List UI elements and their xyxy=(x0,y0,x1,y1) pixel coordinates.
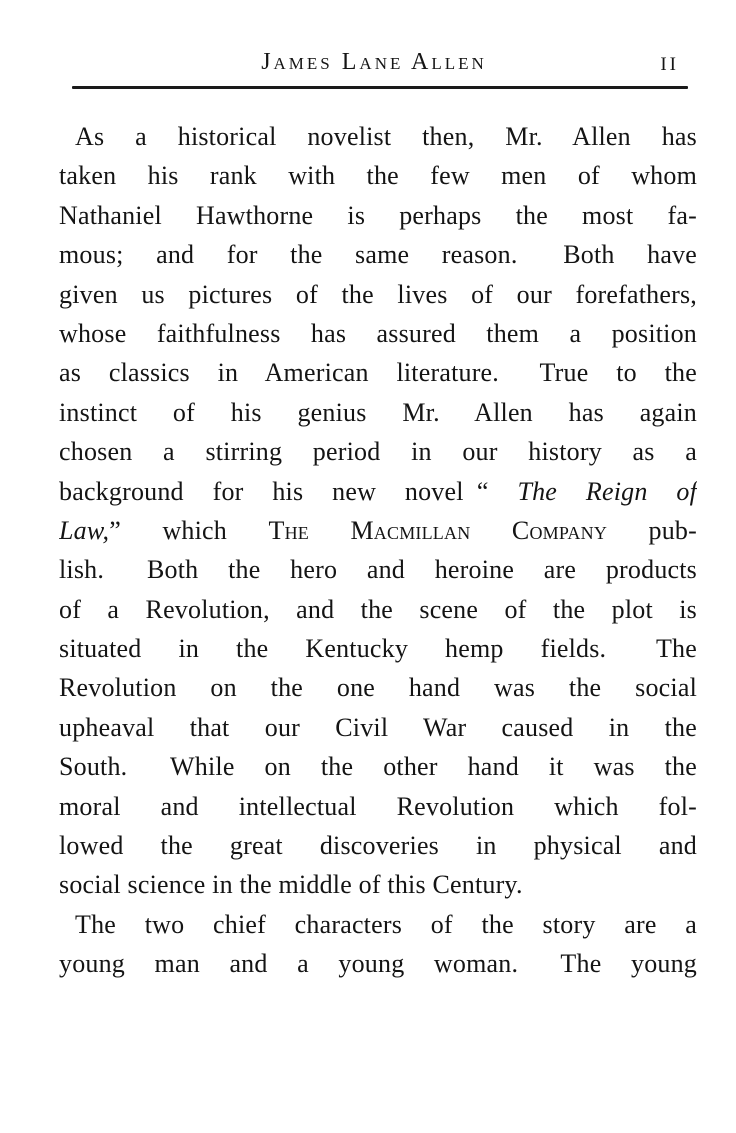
text-segment: as classics in American literature. True to the xyxy=(59,358,697,388)
text-segment: lish. Both the hero and heroine are products xyxy=(59,555,697,585)
header-rule xyxy=(72,86,688,89)
text-line xyxy=(59,708,697,747)
text-line xyxy=(59,668,697,707)
header-title: James Lane Allen xyxy=(261,49,487,75)
text-line xyxy=(59,235,697,274)
text-line xyxy=(59,747,697,786)
running-header xyxy=(0,0,736,110)
text-line xyxy=(59,550,697,589)
text-segment: Revolution on the one hand was the social xyxy=(59,673,697,703)
text-line xyxy=(59,117,697,156)
text-segment: chosen a stirring period in our history as a xyxy=(59,437,697,467)
text-line xyxy=(59,629,697,668)
text-line xyxy=(59,353,697,392)
text-segment: young man and a young woman. The young xyxy=(59,949,697,979)
text-segment: Nathaniel Hawthorne is perhaps the most fa- xyxy=(59,200,697,230)
text-segment: upheaval that our Civil War caused in the xyxy=(59,712,697,742)
page-body xyxy=(59,117,697,984)
text-segment: social science in the middle of this Century. xyxy=(59,870,523,900)
text-segment: As a historical novelist then, Mr. Allen has xyxy=(75,122,697,151)
text-segment: of a Revolution, and the scene of the plot is xyxy=(59,594,697,624)
text-segment: ” which xyxy=(109,515,269,545)
text-line xyxy=(59,865,697,904)
text-segment: The two chief characters of the story are a xyxy=(75,909,697,939)
text-segment: The Macmillan Company xyxy=(268,515,608,545)
text-line xyxy=(59,511,697,550)
text-line xyxy=(59,787,697,826)
text-segment: instinct of his genius Mr. Allen has again xyxy=(59,397,697,427)
text-segment: background for his new novel “ xyxy=(59,476,518,506)
text-line xyxy=(59,275,697,314)
text-line xyxy=(59,944,697,983)
text-segment: mous; and for the same reason. Both have xyxy=(59,240,697,270)
text-segment: moral and intellectual Revolution which fol- xyxy=(59,791,697,821)
text-segment: whose faithfulness has assured them a position xyxy=(59,318,697,348)
text-segment: South. While on the other hand it was the xyxy=(59,752,697,782)
text-line xyxy=(59,472,697,511)
text-segment: Law, xyxy=(59,515,110,545)
text-line xyxy=(59,196,697,235)
text-line xyxy=(59,156,697,195)
page-number: II xyxy=(660,54,679,75)
text-line xyxy=(59,826,697,865)
text-line xyxy=(59,314,697,353)
text-segment: The Reign of xyxy=(517,476,697,506)
text-segment: situated in the Kentucky hemp fields. The xyxy=(59,634,697,664)
text-line xyxy=(59,432,697,471)
text-line xyxy=(59,393,697,432)
text-line xyxy=(59,590,697,629)
text-segment: given us pictures of the lives of our forefathers, xyxy=(59,279,697,309)
text-segment: lowed the great discoveries in physical and xyxy=(59,831,697,861)
text-segment: pub- xyxy=(607,515,697,545)
text-segment: taken his rank with the few men of whom xyxy=(59,161,697,191)
text-line xyxy=(59,905,697,944)
